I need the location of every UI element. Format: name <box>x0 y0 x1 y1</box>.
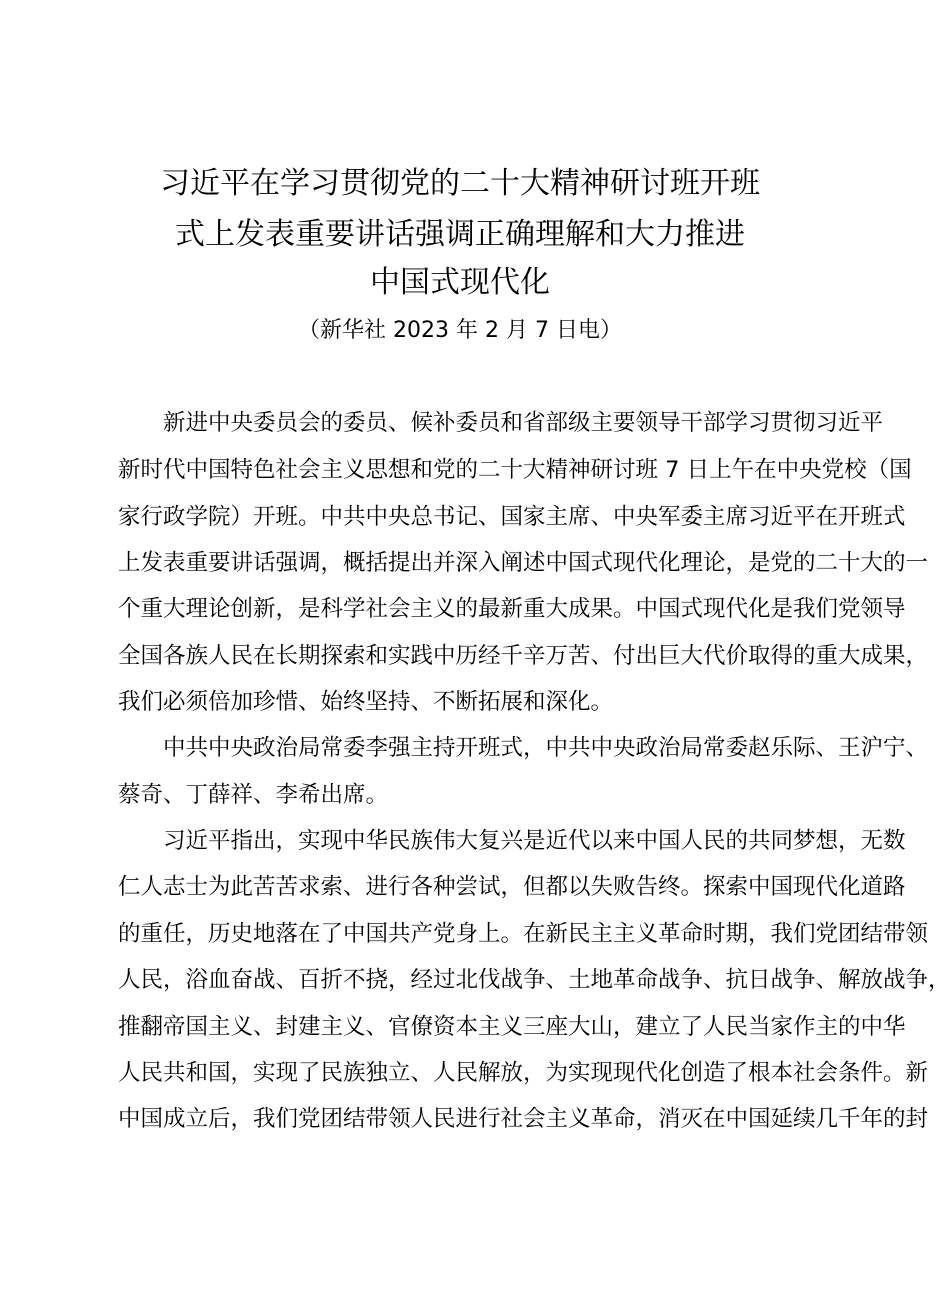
body-line: 人民，浴血奋战、百折不挠，经过北伐战争、土地革命战争、抗日战争、解放战争， <box>118 967 951 993</box>
body-line: 人民共和国，实现了民族独立、人民解放，为实现现代化创造了根本社会条件。新 <box>118 1060 929 1086</box>
body-line: 的重任，历史地落在了中国共产党身上。在新民主主义革命时期，我们党团结带领 <box>118 921 929 947</box>
title-line-2: 式上发表重要讲话强调正确理解和大力推进 <box>175 217 745 252</box>
body-line: 家行政学院）开班。中共中央总书记、国家主席、中央军委主席习近平在开班式 <box>118 504 906 530</box>
title-line-1: 习近平在学习贯彻党的二十大精神研讨班开班 <box>160 166 760 201</box>
body-line: 仁人志士为此苦苦求索、进行各种尝试，但都以失败告终。探索中国现代化道路 <box>118 874 906 900</box>
body-line: 习近平指出，实现中华民族伟大复兴是近代以来中国人民的共同梦想，无数 <box>163 828 906 854</box>
title-line-3: 中国式现代化 <box>370 265 550 300</box>
body-line: 上发表重要讲话强调，概括提出并深入阐述中国式现代化理论，是党的二十大的一 <box>118 550 929 576</box>
body-line: 新进中央委员会的委员、候补委员和省部级主要领导干部学习贯彻习近平 <box>163 410 884 436</box>
body-line: 推翻帝国主义、封建主义、官僚资本主义三座大山，建立了人民当家作主的中华 <box>118 1014 906 1040</box>
body-line: 蔡奇、丁薛祥、李希出席。 <box>118 782 389 808</box>
body-line: 个重大理论创新，是科学社会主义的最新重大成果。中国式现代化是我们党领导 <box>118 596 906 622</box>
body-line: 新时代中国特色社会主义思想和党的二十大精神研讨班 7 日上午在中央党校（国 <box>118 457 912 483</box>
dateline: （新华社 2023 年 2 月 7 日电） <box>298 318 622 343</box>
body-line: 我们必须倍加珍惜、始终坚持、不断拓展和深化。 <box>118 689 614 715</box>
body-line: 中国成立后，我们党团结带领人民进行社会主义革命，消灭在中国延续几千年的封 <box>118 1106 929 1132</box>
body-line: 全国各族人民在长期探索和实践中历经千辛万苦、付出巨大代价取得的重大成果， <box>118 643 929 669</box>
body-line: 中共中央政治局常委李强主持开班式，中共中央政治局常委赵乐际、王沪宁、 <box>163 735 929 761</box>
